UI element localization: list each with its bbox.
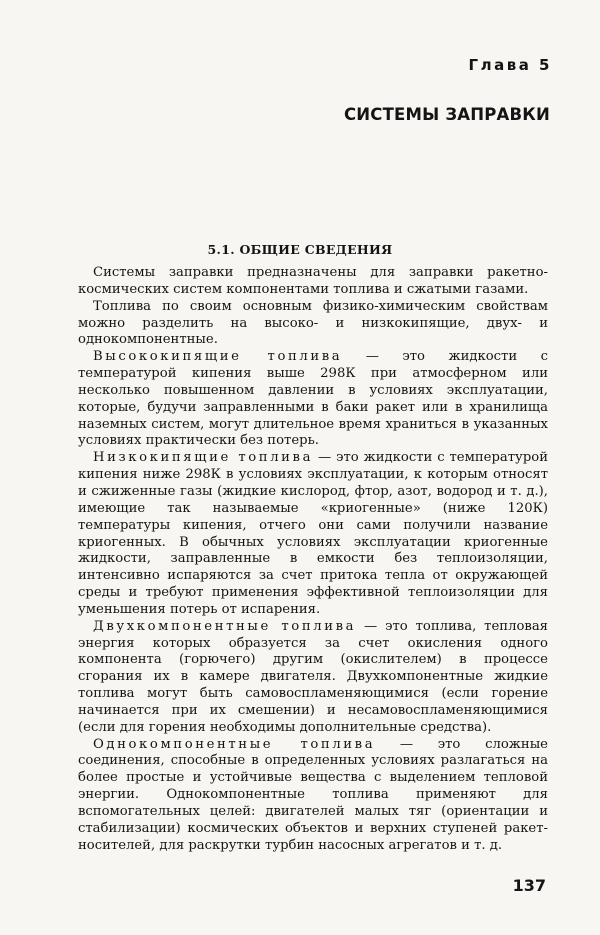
paragraph-high-boiling [78,349,548,450]
term-lead: Высококипящие топлива [93,349,343,365]
paragraph-text: — это жидкости с температурой кипения ниже 298К в условиях эксплуатации, к которым относят и сжиженные газы (жидкие кислород, фтор, азот, водород и т. д.), имеющие так называемые «криогенные» (ниже 120К) температуры кипения, отчего они сами получили название криогенных. В обычных условиях эксплуатации криогенные жидкости, заправленные в емкости без теплоизоляции, интенсивно испаряются за счет притока тепла от окружающей среды и требуют применения эффективной теплоизоляции для уменьшения потерь от испарения. [78,450,548,617]
paragraph-text: — это жидкости с температурой кипения выше 298К при атмосферном или несколько повышенном давлении в условиях эксплуатации, которые, будучи заправленными в баки ракет или в хранилища наземных систем, могут длительное время храниться в указанных условиях практически без потерь. [78,349,548,449]
page-number: 137 [512,876,546,895]
term-lead: Низкокипящие топлива [93,450,314,466]
term-lead: Двухкомпонентные топлива [93,618,357,634]
body-text [78,265,548,855]
paragraph-monopropellant [78,737,548,855]
paragraph-classification [78,299,548,350]
chapter-label: Глава 5 [468,56,552,74]
section-heading: 5.1. ОБЩИЕ СВЕДЕНИЯ [207,242,393,257]
paragraph-low-boiling [78,450,548,618]
paragraph-text: — это топлива, тепловая энергия которых образуется за счет окисления одного компонента (горючего) другим (окислителем) в процессе сгорания их в камере двигателя. Двухкомпонентные жидкие топлива могут быть самовоспламеняющимися (если горение начинается при их смешении) и несамовоспламеняющимися (если для горения необходимы дополнительные средства). [78,618,548,735]
term-lead: Однокомпонентные топлива [93,736,376,752]
chapter-title: СИСТЕМЫ ЗАПРАВКИ [343,105,550,124]
paragraph-bipropellant [78,619,548,737]
paragraph-text: — это сложные соединения, способные в определенных условиях разлагаться на более простые и устойчивые вещества с выделением тепловой энергии. Однокомпонентные топлива применяют для вспомогательных целей: двигателей малых тяг (ориентации и стабилизации) космических объектов и верхних ступеней ракет-носителей, для раскрутки турбин насосных агрегатов и т. д. [78,736,548,853]
paragraph-text: Системы заправки предназначены для заправки ракетно-космических систем компонентами топлива и сжатыми газами. [78,265,548,297]
paragraph-intro [78,265,548,299]
paragraph-text: Топлива по своим основным физико-химическим свойствам можно разделить на высоко- и низкокипящие, двух- и однокомпонентные. [78,298,548,348]
